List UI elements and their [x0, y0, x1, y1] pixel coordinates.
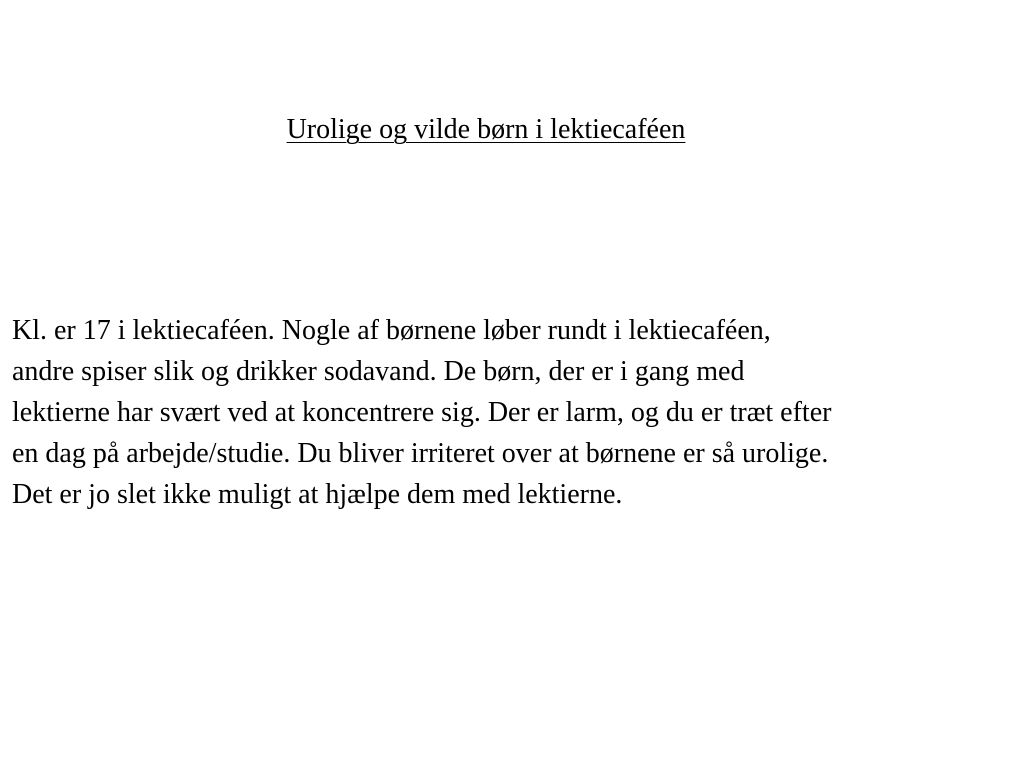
slide-body [12, 310, 1022, 515]
body-line: andre spiser slik og drikker sodavand. De børn, der er i gang med [12, 356, 745, 387]
body-line: Kl. er 17 i lektiecaféen. Nogle af børnene løber rundt i lektiecaféen, [12, 315, 771, 346]
body-line: en dag på arbejde/studie. Du bliver irriteret over at børnene er så urolige. [12, 438, 829, 469]
body-line: lektierne har svært ved at koncentrere sig. Der er larm, og du er træt efter [12, 397, 832, 428]
body-line: Det er jo slet ikke muligt at hjælpe dem med lektierne. [12, 479, 623, 510]
slide-title: Urolige og vilde børn i lektiecaféen [286, 114, 686, 145]
